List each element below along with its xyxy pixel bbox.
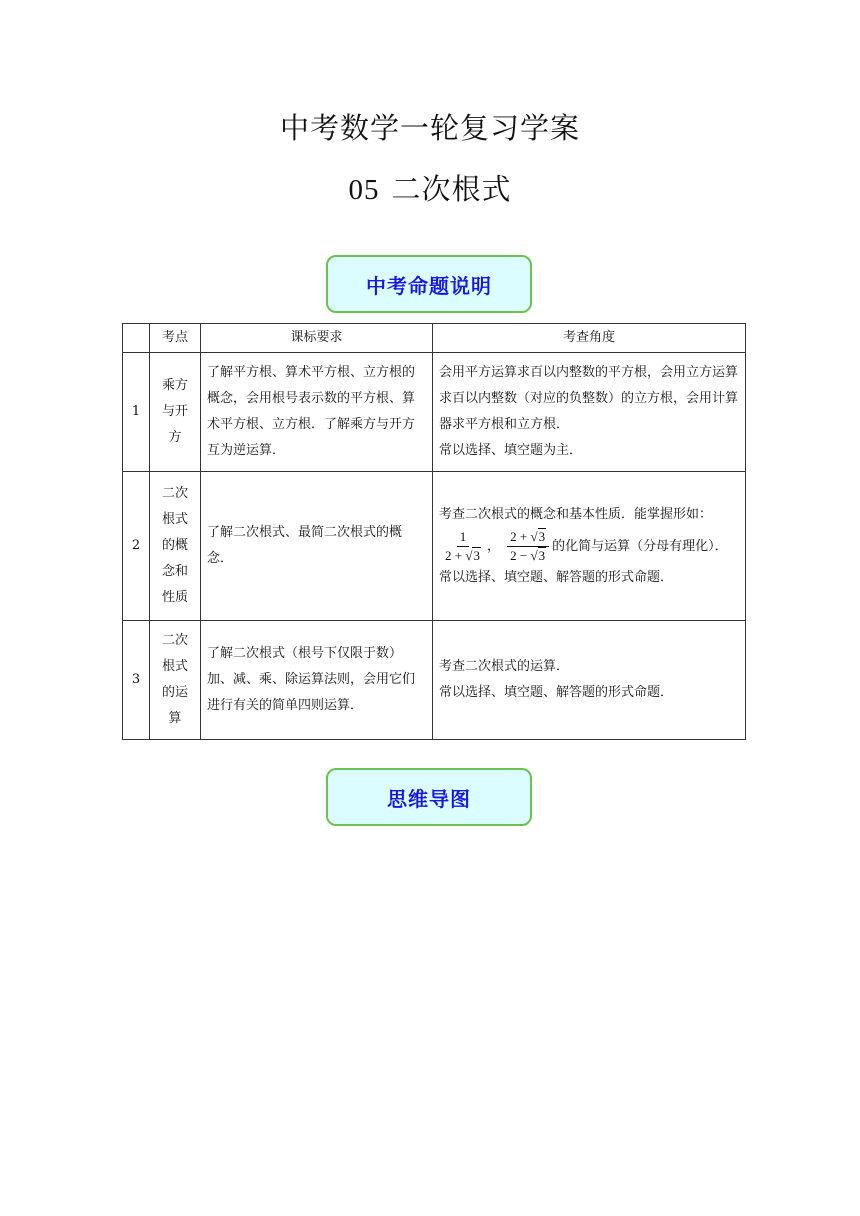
fraction-numerator: 1 [457, 528, 470, 547]
angle-after: 的化简与运算（分母有理化）． [552, 538, 728, 554]
header-index [123, 324, 150, 353]
row-index: 3 [123, 621, 150, 740]
table-row [123, 621, 746, 740]
mind-map-badge-label: 思维导图 [387, 786, 471, 811]
document-title: 中考数学一轮复习学案 [279, 111, 580, 145]
row-point: 二次根式的概念和性质 [150, 472, 201, 621]
row-angle [433, 472, 746, 621]
square-root-icon: √3 [530, 547, 546, 563]
exam-spec-table [122, 323, 746, 740]
fraction-separator: ， [486, 538, 500, 554]
radicand: 3 [473, 547, 480, 563]
square-root-icon: √3 [465, 547, 480, 563]
fraction-two-plus-root-three-over-two-minus-root-three [507, 528, 549, 565]
chapter-heading [0, 167, 860, 208]
mind-map-badge [326, 768, 532, 826]
row-requirement: 了解平方根、算术平方根、立方根的概念，会用根号表示数的平方根、算术平方根、立方根．了解乘方与开方互为逆运算． [201, 353, 433, 472]
angle-paragraph [439, 502, 739, 565]
fraction-denominator [507, 547, 549, 565]
angle-intro: 考查二次根式的概念和基本性质．能掌握形如： [439, 506, 713, 522]
num-operator: + [519, 528, 528, 544]
fraction-denominator [442, 547, 484, 565]
fraction-numerator [507, 528, 549, 547]
den-operator: + [454, 547, 463, 563]
exam-note-badge-label: 中考命题说明 [366, 273, 492, 298]
fraction-one-over-two-plus-root-three [442, 528, 484, 565]
angle-line: 常以选择、填空题、解答题的形式命题． [439, 685, 674, 700]
row-point: 二次根式的运算 [150, 621, 201, 740]
angle-line: 会用平方运算求百以内整数的平方根，会用立方运算求百以内整数（对应的负整数）的立方根，会用计算器求平方根和立方根． [439, 365, 739, 432]
header-angle: 考查角度 [433, 324, 746, 353]
angle-line: 考查二次根式的运算． [439, 659, 570, 674]
num-integer: 2 [510, 528, 517, 544]
angle-line: 常以选择、填空题、解答题的形式命题． [439, 569, 674, 585]
chapter-title: 二次根式 [391, 172, 512, 206]
exam-note-badge [326, 255, 532, 313]
row-requirement: 了解二次根式（根号下仅限于数）加、减、乘、除运算法则，会用它们进行有关的简单四则运算． [201, 621, 433, 740]
angle-line: 常以选择、填空题为主． [439, 443, 583, 458]
radicand: 3 [538, 528, 546, 544]
den-integer: 2 [510, 547, 517, 563]
table-header-row [123, 324, 746, 353]
den-integer: 2 [445, 547, 452, 563]
row-index: 1 [123, 353, 150, 472]
radicand: 3 [538, 547, 546, 563]
den-operator: − [519, 547, 528, 563]
row-point: 乘方与开方 [150, 353, 201, 472]
header-point: 考点 [150, 324, 201, 353]
row-requirement: 了解二次根式、最简二次根式的概念． [201, 472, 433, 621]
table-row [123, 472, 746, 621]
row-angle [433, 621, 746, 740]
square-root-icon: √3 [530, 528, 546, 544]
header-requirement: 课标要求 [201, 324, 433, 353]
table-row [123, 353, 746, 472]
row-index: 2 [123, 472, 150, 621]
row-angle [433, 353, 746, 472]
chapter-number: 05 [348, 174, 380, 206]
